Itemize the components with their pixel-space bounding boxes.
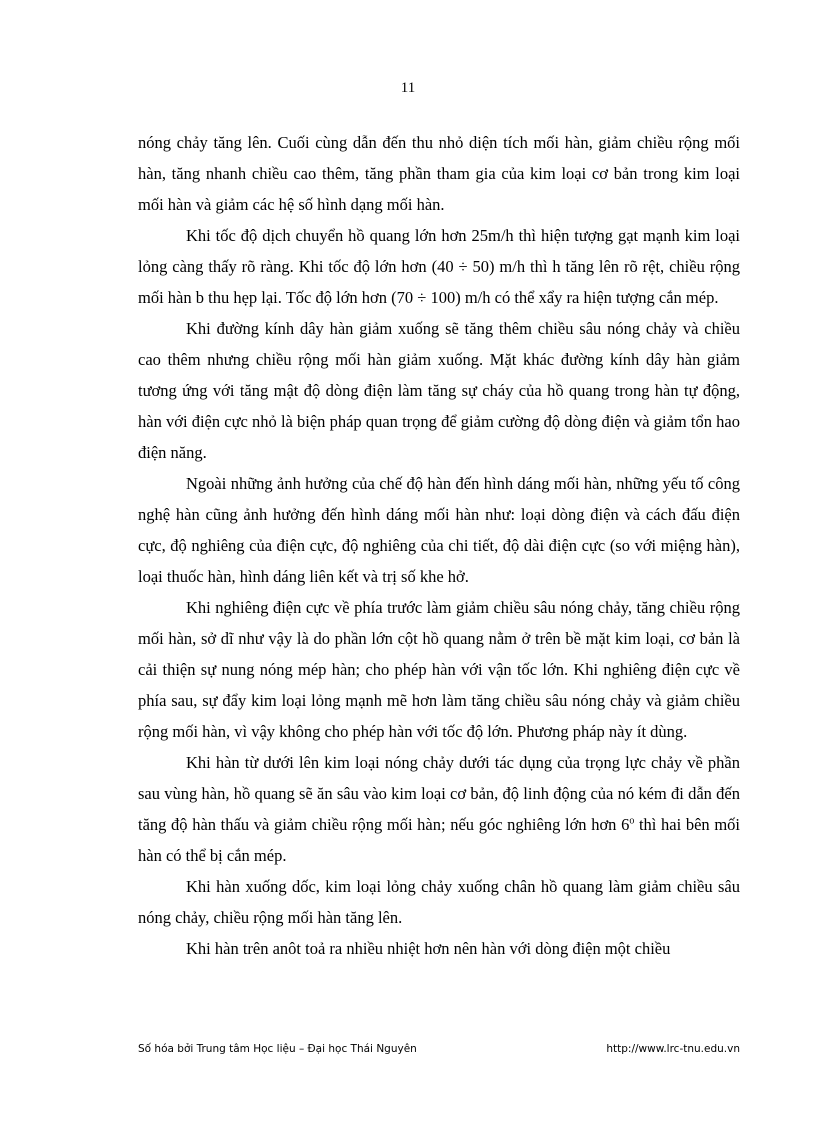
paragraph-3: Khi đường kính dây hàn giảm xuống sẽ tăng thêm chiều sâu nóng chảy và chiều cao thêm nhưng chiều rộng mối hàn giảm xuống. Mặt khác đường kính dây hàn giảm tương ứng với tăng mật độ dòng điện làm tăng sự cháy của hồ quang trong hàn tự động, hàn với điện cực nhỏ là biện pháp quan trọng để giảm cường độ dòng điện và giảm tổn hao điện năng. bbox=[138, 319, 740, 462]
paragraph-7: Khi hàn xuống dốc, kim loại lỏng chảy xuống chân hồ quang làm giảm chiều sâu nóng chảy, chiều rộng mối hàn tăng lên. bbox=[138, 877, 740, 927]
paragraph-6-text-after: thì hai bên mối hàn có thể bị cắn mép. bbox=[138, 815, 740, 865]
paragraph-4: Ngoài những ảnh hưởng của chế độ hàn đến hình dáng mối hàn, những yếu tố công nghệ hàn cũng ảnh hưởng đến hình dáng mối hàn như: loại dòng điện và cách đấu điện cực, độ nghiêng của điện cực, độ nghiêng của chi tiết, độ dài điện cực (so với miệng hàn), loại thuốc hàn, hình dáng liên kết và trị số khe hở. bbox=[138, 474, 740, 586]
footer-source: Số hóa bởi Trung tâm Học liệu – Đại học Thái Nguyên bbox=[138, 1043, 417, 1055]
page-footer bbox=[138, 1043, 740, 1055]
degree-superscript: o bbox=[629, 815, 635, 827]
footer-url: http://www.lrc-tnu.edu.vn bbox=[606, 1043, 740, 1055]
paragraph-8: Khi hàn trên anôt toả ra nhiều nhiệt hơn nên hàn với dòng điện một chiều bbox=[186, 939, 671, 958]
paragraph-6-text-before: Khi hàn từ dưới lên kim loại nóng chảy dưới tác dụng của trọng lực chảy về phần sau vùng hàn, hồ quang sẽ ăn sâu vào kim loại cơ bản, độ linh động của nó kém đi dẫn đến tăng độ hàn thấu và giảm chiều rộng mối hàn; nếu góc nghiêng lớn hơn 6 bbox=[138, 753, 740, 834]
paragraph-6 bbox=[138, 747, 740, 871]
paragraph-2: Khi tốc độ dịch chuyển hồ quang lớn hơn 25m/h thì hiện tượng gạt mạnh kim loại lỏng càng thấy rõ ràng. Khi tốc độ lớn hơn (40 ÷ 50) m/h thì h tăng lên rõ rệt, chiều rộng mối hàn b thu hẹp lại. Tốc độ lớn hơn (70 ÷ 100) m/h có thể xẩy ra hiện tượng cắn mép. bbox=[138, 226, 740, 307]
paragraph-5: Khi nghiêng điện cực về phía trước làm giảm chiều sâu nóng chảy, tăng chiều rộng mối hàn, sở dĩ như vậy là do phần lớn cột hồ quang nằm ở trên bề mặt kim loại, cơ bản là cải thiện sự nung nóng mép hàn; cho phép hàn với vận tốc lớn. Khi nghiêng điện cực về phía sau, sự đẩy kim loại lỏng mạnh mẽ hơn làm tăng chiều sâu nóng chảy và giảm chiều rộng mối hàn, vì vậy không cho phép hàn với tốc độ lớn. Phương pháp này ít dùng. bbox=[138, 598, 740, 741]
page-number: 11 bbox=[400, 80, 416, 96]
paragraph-1: nóng chảy tăng lên. Cuối cùng dẫn đến thu nhỏ diện tích mối hàn, giảm chiều rộng mối hàn, tăng nhanh chiều cao thêm, tăng phần tham gia của kim loại cơ bản trong kim loại mối hàn và giảm các hệ số hình dạng mối hàn. bbox=[138, 133, 740, 214]
body-text bbox=[138, 127, 740, 964]
